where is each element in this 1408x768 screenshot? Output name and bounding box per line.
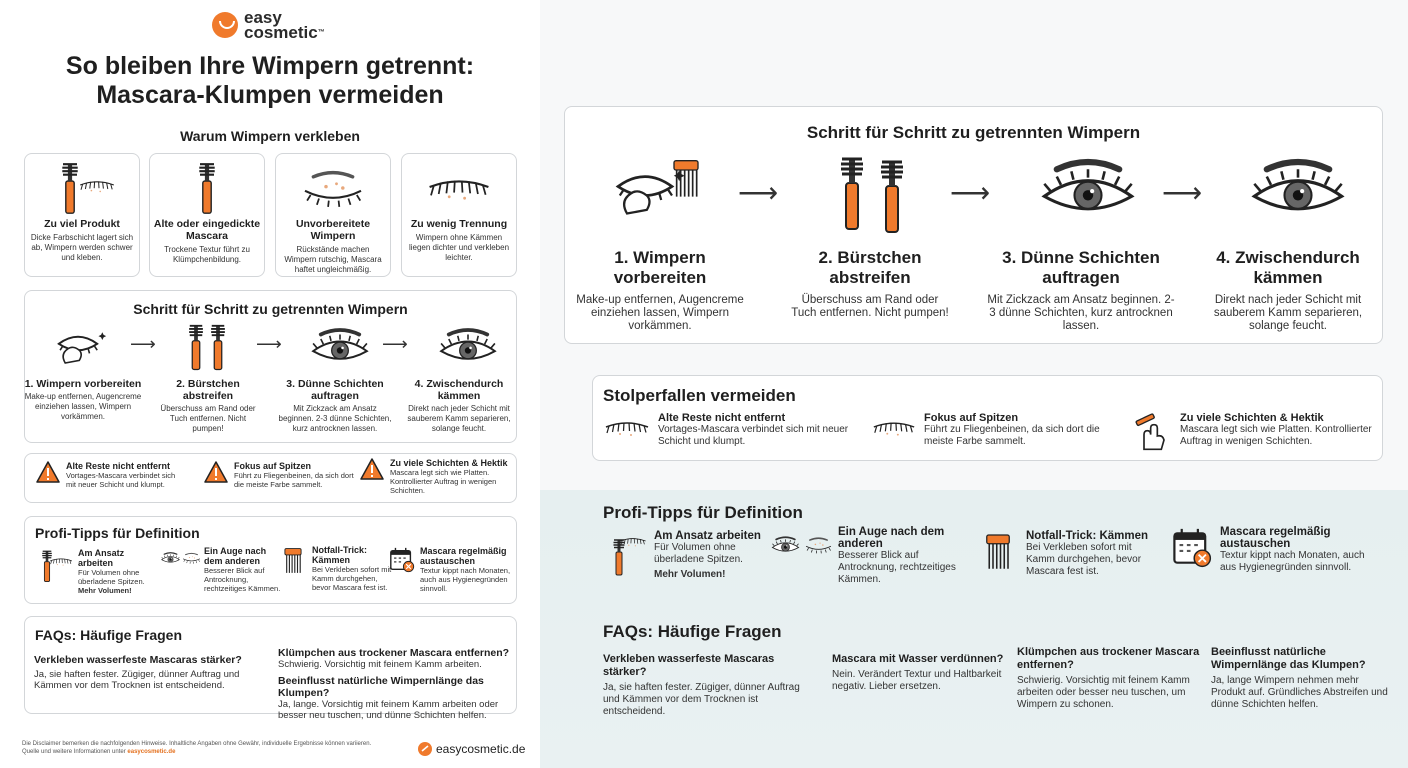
causes-heading: Warum Wimpern verkleben [180,128,360,144]
pitfall-item [1130,412,1380,452]
arrow-right-icon: ⟶ [256,334,282,354]
pitfall-title: Zu viele Schichten & Hektik [1180,412,1324,424]
footer-disclaimer [22,740,382,756]
disclaimer-link[interactable]: easycosmetic.de [127,749,176,755]
faq-question: Mascara mit Wasser verdünnen? [832,653,1004,665]
tip-item [604,530,764,581]
arrow-right-icon: ⟶ [950,177,991,208]
tip-item [388,546,514,593]
cause-title: Zu viel Produkt [44,218,120,230]
step-item [576,248,744,333]
cause-desc: Wimpern ohne Kämmen liegen dichter und verkleben leichter. [408,233,510,262]
prepare-lashes-icon [46,322,110,372]
tip-desc: Textur kippt nach Monaten, auch aus Hygienegründen sinnvoll. [1220,550,1365,573]
comb-eye-icon [436,322,500,372]
pitfall-title: Fokus auf Spitzen [924,412,1019,424]
step-title: 2. Bürstchen abstreifen [818,248,922,287]
step-title: 1. Wimpern vorbereiten [24,378,142,390]
tip-title: Mascara regelmäßig austauschen [1220,526,1331,550]
faq-answer: Nein. Verändert Textur und Haltbarkeit negativ. Lieber ersetzen. [832,669,1002,692]
pitfall-title: Alte Reste nicht entfernt [66,461,171,471]
faq-question: Beeinflusst natürliche Wimpernlänge das Klumpen? [278,675,484,699]
clumped-lashes-icon [424,160,494,216]
cause-card [149,153,265,277]
cause-card [275,153,391,277]
cause-desc: Trockene Textur führt zu Klümpchenbildung. [164,245,250,264]
faq-question: Klümpchen aus trockener Mascara entfernen? [1017,646,1200,671]
lash-root-icon [604,530,648,580]
tip-item [770,526,970,586]
step-title: 3. Dünne Schichten auftragen [1002,248,1160,287]
arrow-right-icon: ⟶ [382,334,408,354]
step-desc: Direkt nach jeder Schicht mit sauberem Kamm separieren, solange feucht. [1213,294,1363,332]
warning-icon [204,461,228,483]
faq-item [832,653,1008,693]
two-eyes-icon [770,526,834,562]
faq-heading: FAQs: Häufige Fragen [603,622,782,641]
step-item [1204,248,1372,333]
pitfall-title: Alte Reste nicht entfernt [658,412,786,424]
warning-icon [36,461,60,483]
logo-line2: cosmetic [244,23,318,42]
tips-heading: Profi-Tipps für Definition [603,503,803,522]
faq-answer: Schwierig. Vorsichtig mit feinem Kamm arbeiten. [278,659,482,670]
apply-eye-icon [1036,152,1140,236]
cause-card [401,153,517,277]
tip-highlight: Mehr Volumen! [78,586,132,595]
step-desc: Make-up entfernen, Augencreme einziehen lassen, Wimpern vorkämmen. [24,392,142,421]
faq-question: Klümpchen aus trockener Mascara entfernen? [278,647,510,659]
title-line1: So bleiben Ihre Wimpern getrennt: [65,52,475,80]
tips-heading: Profi-Tipps für Definition [35,525,200,541]
tip-title: Notfall-Trick: Kämmen [312,545,368,565]
step-item [788,248,952,320]
apply-eye-icon [308,322,372,372]
step-item [402,378,516,434]
mascara-icon [47,160,117,216]
tip-title: Ein Auge nach dem anderen [204,546,267,566]
comb-icon [278,545,308,581]
wipe-brush-icon [822,152,926,236]
logo-tm: ™ [317,29,325,36]
arrow-right-icon: ⟶ [130,334,156,354]
logo-lash-icon [212,12,238,38]
faq-question: Verkleben wasserfeste Mascaras stärker? [603,653,775,678]
arrow-right-icon: ⟶ [738,177,779,208]
steps-heading: Schritt für Schritt zu getrennten Wimpern [806,123,1141,142]
page-title [0,52,540,110]
cause-desc: Rückstände machen Wimpern rutschig, Mascara haftet ungleichmäßig. [284,245,382,274]
disclaimer-text: Die Disclaimer bemerken die nachfolgenden Hinweise. Inhaltliche Angaben ohne Gewähr, individuelle Ergebnisse können variieren. Quelle und weitere Informationen unter [22,741,372,755]
tip-item [160,546,284,593]
step-title: 2. Bürstchen abstreifen [176,378,240,402]
tip-desc: Besserer Blick auf Antrocknung, rechtzeitiges Kämmen. [838,550,956,585]
tip-title: Am Ansatz arbeiten [78,548,125,568]
old-residue-lashes-icon [602,412,652,442]
step-desc: Make-up entfernen, Augencreme einziehen lassen, Wimpern vorkämmen. [576,294,744,332]
pitfalls-heading: Stolperfallen vermeiden [603,386,796,405]
step-item [154,378,262,434]
poster [0,0,540,768]
pitfall-desc: Mascara legt sich wie Platten. Kontrollierter Auftrag in wenigen Schichten. [390,468,497,495]
faq-answer: Ja, sie haften fester. Zügiger, dünner Auftrag und Kämmen vor dem Trocknen ist entscheidend. [603,682,800,717]
steps-heading: Schritt für Schritt zu getrennten Wimpern [133,301,408,317]
spider-lashes-icon [870,412,918,442]
faq-answer: Ja, sie haften fester. Zügiger, dünner Auftrag und Kämmen vor dem Trocknen ist entscheidend. [34,669,240,691]
tip-desc: Besserer Blick auf Antrocknung, rechtzeitiges Kämmen. [204,566,281,593]
link-icon [418,742,432,756]
hand-brush-icon [1130,412,1174,452]
pitfall-desc: Vortages-Mascara verbindet sich mit neuer Schicht und klumpt. [66,471,176,489]
faq-item [1017,646,1203,711]
pitfall-desc: Führt zu Fliegenbeinen, da sich dort die meiste Farbe sammelt. [234,471,354,489]
tip-desc: Für Volumen ohne überladene Spitzen. [78,568,145,586]
cause-card [24,153,140,277]
step-title: 4. Zwischendurch kämmen [414,378,504,402]
cause-title: Unvorbereitete Wimpern [295,218,371,242]
faq-item [603,653,819,718]
pitfall-desc: Mascara legt sich wie Platten. Kontrollierter Auftrag in wenigen Schichten. [1180,424,1372,447]
tip-item [34,548,160,595]
faq-item [1211,646,1395,711]
pitfall-item [204,461,354,489]
tip-desc: Bei Verkleben sofort mit Kamm durchgehen, bevor Mascara fest ist. [312,565,392,592]
arrow-right-icon: ⟶ [1162,177,1203,208]
step-desc: Mit Zickzack am Ansatz beginnen. 2-3 dünne Schichten, kurz antrocknen lassen. [987,294,1175,332]
step-title: 4. Zwischendurch kämmen [1216,248,1360,287]
tip-title: Am Ansatz arbeiten [654,530,761,542]
tip-item [976,530,1162,580]
step-desc: Überschuss am Rand oder Tuch entfernen. Nicht pumpen! [160,404,256,433]
pitfall-title: Fokus auf Spitzen [234,461,312,471]
footer-link[interactable] [418,742,525,756]
tip-item [1170,526,1380,574]
cause-title: Zu wenig Trennung [410,218,508,230]
tip-title: Mascara regelmäßig austauschen [420,546,507,566]
prepare-lashes-icon [600,152,704,236]
cause-title: Alte oder eingedickte Mascara [153,218,261,242]
detail-panel [540,0,1408,768]
old-mascara-icon [172,160,242,216]
pitfall-item [870,412,1110,448]
faq-heading: FAQs: Häufige Fragen [35,627,183,643]
faq-answer: Ja, lange. Vorsichtig mit feinem Kamm arbeiten oder besser neu tuschen, und dünne Schichten helfen. [278,699,499,721]
cause-desc: Dicke Farbschicht lagert sich ab, Wimpern werden schwer und kleben. [30,233,134,262]
pitfall-desc: Führt zu Fliegenbeinen, da sich dort die meiste Farbe sammelt. [924,424,1100,447]
tip-desc: Bei Verkleben sofort mit Kamm durchgehen, bevor Mascara fest ist. [1026,542,1142,577]
faq-question: Verkleben wasserfeste Mascaras stärker? [34,654,242,666]
faq-item [278,647,512,670]
calendar-icon [1170,526,1214,570]
pitfall-item [360,458,512,495]
logo[interactable] [212,10,325,40]
pitfall-desc: Vortages-Mascara verbindet sich mit neuer Schicht und klumpt. [658,424,849,447]
pitfall-item [36,461,186,489]
comb-eye-icon [1246,152,1350,236]
faq-answer: Schwierig. Vorsichtig mit feinem Kamm arbeiten oder besser neu tuschen, um Wimpern zu schonen. [1017,675,1190,710]
tip-highlight: Mehr Volumen! [654,569,726,580]
lash-root-icon [34,548,74,584]
step-desc: Überschuss am Rand oder Tuch entfernen. Nicht pumpen! [791,294,949,319]
calendar-icon [388,546,416,574]
title-line2: Mascara-Klumpen vermeiden [96,81,444,109]
footer-link-text: easycosmetic.de [436,742,526,756]
tip-title: Notfall-Trick: Kämmen [1026,530,1149,542]
logo-line1: easy [244,8,282,27]
step-item [276,378,394,434]
faq-item [34,654,266,691]
pitfall-item [602,412,852,448]
step-title: 3. Dünne Schichten auftragen [286,378,384,402]
step-title: 1. Wimpern vorbereiten [613,248,707,287]
tip-desc: Für Volumen ohne überladene Spitzen. [654,542,743,565]
faq-item [278,675,512,721]
step-desc: Mit Zickzack am Ansatz beginnen. 2-3 dünne Schichten, kurz antrocknen lassen. [278,404,392,433]
step-desc: Direkt nach jeder Schicht mit sauberem Kamm separieren, solange feucht. [407,404,511,433]
faq-question: Beeinflusst natürliche Wimpernlänge das Klumpen? [1211,646,1366,671]
tip-desc: Textur kippt nach Monaten, auch aus Hygienegründen sinnvoll. [420,566,511,593]
comb-icon [976,530,1020,580]
pitfall-title: Zu viele Schichten & Hektik [390,458,508,468]
warning-icon [360,458,384,480]
tip-title: Ein Auge nach dem anderen [838,526,945,550]
two-eyes-icon [160,546,202,576]
closed-eye-icon [298,160,368,216]
tip-item [278,545,396,592]
step-item [24,378,142,422]
wipe-brush-icon [176,322,240,372]
faq-answer: Ja, lange Wimpern nehmen mehr Produkt auf. Gründliches Abstreifen und dünne Schichten helfen. [1211,675,1388,710]
step-item [986,248,1176,333]
